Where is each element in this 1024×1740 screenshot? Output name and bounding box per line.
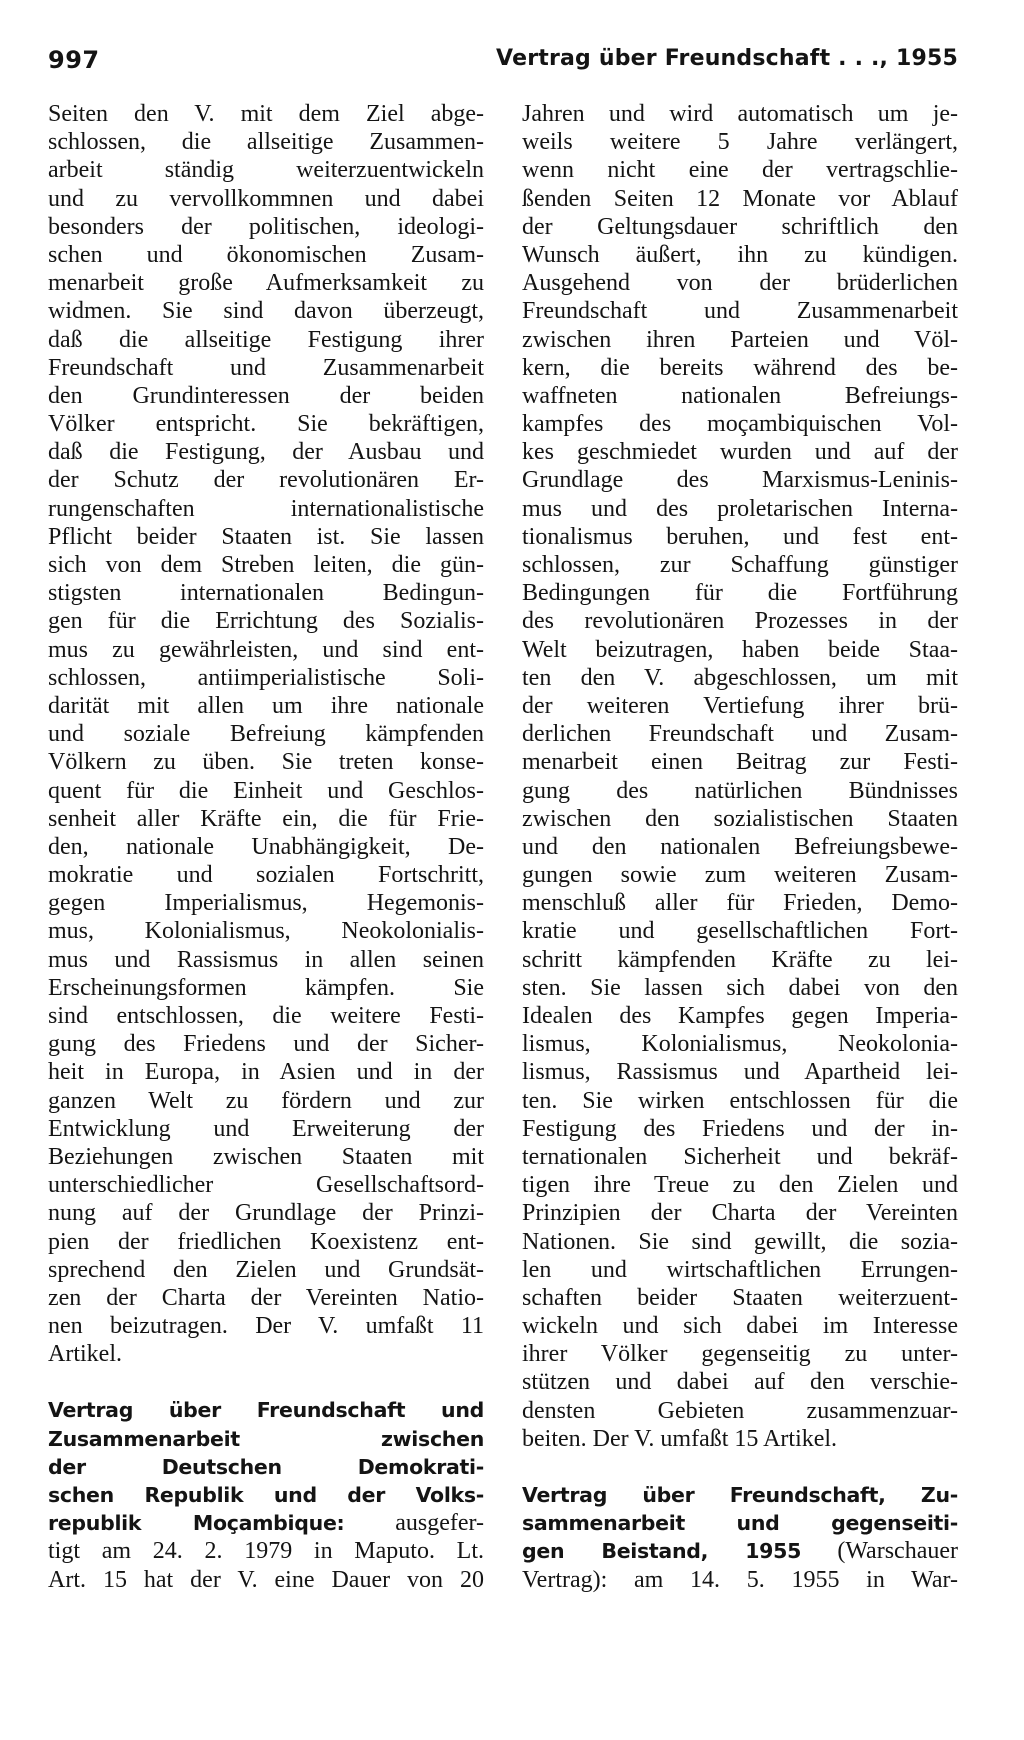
body-text-line: besonders der politischen, ideologi- (48, 213, 484, 240)
body-text-line: des revolutionären Prozesses in der (522, 608, 958, 635)
body-text-line: lismus, Kolonialismus, Neokolonia- (522, 1031, 958, 1058)
body-text-line: den, nationale Unabhängigkeit, De- (48, 833, 484, 860)
body-text-line: und den nationalen Befreiungsbewe- (522, 833, 958, 860)
body-text-line: Welt beizutragen, haben beide Staa- (522, 636, 958, 663)
body-text-line: arbeit ständig weiterzuentwickeln (48, 157, 484, 184)
entry-heading-line (48, 1425, 484, 1453)
body-text-line: Ausgehend von der brüderlichen (522, 270, 958, 297)
body-text-line: rungenschaften internationalistische (48, 495, 484, 522)
body-text-line: Wunsch äußert, ihn zu kündigen. (522, 241, 958, 268)
entry-heading-tail: (Warschauer (801, 1538, 958, 1565)
entry-body-line: Vertrag): am 14. 5. 1955 in War- (522, 1566, 958, 1593)
body-text-line: Völkern zu üben. Sie treten konse- (48, 749, 484, 776)
entry-heading-text: Zusammenarbeit zwischen (48, 1426, 484, 1451)
body-text-line: Idealen des Kampfes gegen Imperia- (522, 1003, 958, 1029)
body-text-line: schaften beider Staaten weiterzuent- (522, 1284, 958, 1311)
body-text-line: pien der friedlichen Koexistenz ent- (48, 1228, 484, 1255)
body-text-line: ternationalen Sicherheit und bekräf- (522, 1143, 958, 1170)
body-text-line: sten. Sie lassen sich dabei von den (522, 974, 958, 1001)
body-text-line: Prinzipien der Charta der Vereinten (522, 1200, 958, 1227)
body-text-line: kampfes des moçambiquischen Vol- (522, 411, 958, 438)
body-text-line: unterschiedlicher Gesellschaftsord- (48, 1172, 484, 1199)
body-text-line: darität mit allen um ihre nationale (48, 692, 484, 719)
body-text-line: mokratie und sozialen Fortschritt, (48, 862, 484, 889)
body-text-line: nen beizutragen. Der V. umfaßt 11 (48, 1313, 484, 1340)
entry-heading-tail: ausgefer- (344, 1510, 485, 1537)
page-header (48, 46, 958, 82)
body-text-line: ganzen Welt zu fördern und zur (48, 1087, 484, 1114)
body-text-line: Pflicht beider Staaten ist. Sie lassen (48, 523, 484, 550)
body-text-line: wenn nicht eine der vertragschlie- (522, 157, 958, 184)
entry-heading-text: Vertrag über Freundschaft und (48, 1398, 484, 1423)
entry-heading-text: schen Republik und der Volks- (48, 1483, 484, 1507)
entry-heading-line (48, 1396, 484, 1424)
right-column (522, 100, 958, 1594)
body-text-line: Festigung des Friedens und der in- (522, 1115, 958, 1142)
entry-heading-line (48, 1481, 484, 1509)
body-text-line: der weiteren Vertiefung ihrer brü- (522, 692, 958, 719)
body-text-line: zen der Charta der Vereinten Natio- (48, 1284, 484, 1311)
entry-heading-text: gen Beistand, 1955 (522, 1539, 802, 1564)
body-text-line: der Schutz der revolutionären Er- (48, 467, 484, 494)
body-text-line: gungen sowie zum weiteren Zusam- (522, 862, 958, 889)
body-text-line: Seiten den V. mit dem Ziel abge- (48, 101, 484, 127)
body-text-line: Beziehungen zwischen Staaten mit (48, 1143, 484, 1170)
body-text-line: schlossen, antiimperialistische Soli- (48, 664, 484, 691)
entry-heading-text: Vertrag über Freundschaft, Zu- (522, 1483, 958, 1507)
body-text-line: stützen und dabei auf den verschie- (522, 1369, 958, 1396)
body-text-line: der Geltungsdauer schriftlich den (522, 213, 958, 240)
body-text-line: gen für die Errichtung des Sozialis- (48, 608, 484, 635)
body-text-line: ten. Sie wirken entschlossen für die (522, 1087, 958, 1114)
body-text-line: Grundlage des Marxismus-Leninis- (522, 467, 958, 494)
body-text-line: tionalismus beruhen, und fest ent- (522, 523, 958, 550)
body-text-line: Artikel. (48, 1341, 122, 1368)
body-text-line: schritt kämpfenden Kräfte zu lei- (522, 946, 958, 973)
entry-heading-text: republik Moçambique: (48, 1511, 345, 1536)
body-text-line: kes geschmiedet wurden und auf der (522, 439, 958, 466)
body-text-line: Nationen. Sie sind gewillt, die sozia- (522, 1228, 958, 1255)
body-text-line: Erscheinungsformen kämpfen. Sie (48, 974, 484, 1001)
body-text-line: wickeln und sich dabei im Interesse (522, 1313, 958, 1340)
body-text-line: derlichen Freundschaft und Zusam- (522, 721, 958, 748)
body-text-line: mus, Kolonialismus, Neokolonialis- (48, 918, 484, 945)
body-text-line: schlossen, die allseitige Zusammen- (48, 129, 484, 156)
body-text-line: sind entschlossen, die weitere Festi- (48, 1003, 484, 1029)
body-text-line: Entwicklung und Erweiterung der (48, 1115, 484, 1142)
entry-heading-text: der Deutschen Demokrati- (48, 1454, 484, 1479)
body-text-line: widmen. Sie sind davon überzeugt, (48, 298, 484, 325)
paragraph-gap (522, 1453, 958, 1481)
entry-heading-line (48, 1509, 484, 1537)
body-text-line: Völker entspricht. Sie bekräftigen, (48, 411, 484, 438)
body-text-line: gung des Friedens und der Sicher- (48, 1031, 484, 1058)
body-text-line: und soziale Befreiung kämpfenden (48, 721, 484, 748)
body-text-line: sprechend den Zielen und Grundsät- (48, 1256, 484, 1283)
body-text-line: ihrer Völker gegenseitig zu unter- (522, 1341, 958, 1368)
entry-heading-text: sammenarbeit und gegenseiti- (522, 1511, 958, 1536)
body-text-line: zwischen ihren Parteien und Völ- (522, 326, 958, 353)
body-text-line: kratie und gesellschaftlichen Fort- (522, 918, 958, 945)
body-text-line: Freundschaft und Zusammenarbeit (522, 298, 958, 325)
body-text-line: Jahren und wird automatisch um je- (522, 101, 958, 127)
body-text-line: schlossen, zur Schaffung günstiger (522, 552, 958, 578)
body-text-line: schen und ökonomischen Zusam- (48, 241, 484, 268)
body-text-line: den Grundinteressen der beiden (48, 382, 484, 409)
body-text-line: menarbeit große Aufmerksamkeit zu (48, 270, 484, 297)
body-text-line: densten Gebieten zusammenzuar- (522, 1397, 958, 1424)
body-text-line: ßenden Seiten 12 Monate vor Ablauf (522, 185, 958, 212)
body-text-line: weils weitere 5 Jahre verlängert, (522, 129, 958, 156)
entry-heading-line (48, 1453, 484, 1481)
body-text-line: lismus, Rassismus und Apartheid lei- (522, 1059, 958, 1086)
body-text-line: senheit aller Kräfte ein, die für Frie- (48, 805, 484, 832)
entry-heading-line (522, 1481, 958, 1509)
body-text-line: menarbeit einen Beitrag zur Festi- (522, 749, 958, 776)
body-text-line: mus und Rassismus in allen seinen (48, 946, 484, 973)
page-number: 997 (48, 46, 100, 74)
body-text-line: kern, die bereits während des be- (522, 354, 958, 381)
body-text-line: gegen Imperialismus, Hegemonis- (48, 890, 484, 917)
entry-body-line: Art. 15 hat der V. eine Dauer von 20 (48, 1566, 484, 1593)
entry-heading-line (522, 1537, 958, 1565)
entry-body-line: tigt am 24. 2. 1979 in Maputo. Lt. (48, 1538, 484, 1565)
body-text-line: nung auf der Grundlage der Prinzi- (48, 1200, 484, 1227)
body-text-line: zwischen den sozialistischen Staaten (522, 805, 958, 832)
body-text-line: sich von dem Streben leiten, die gün- (48, 552, 484, 578)
body-text-line: waffneten nationalen Befreiungs- (522, 382, 958, 409)
body-text-line: heit in Europa, in Asien und in der (48, 1059, 484, 1086)
body-text-line: len und wirtschaftlichen Errungen- (522, 1256, 958, 1283)
body-text-line: menschluß aller für Frieden, Demo- (522, 890, 958, 917)
body-text-line: quent für die Einheit und Geschlos- (48, 777, 484, 804)
body-text-line: Freundschaft und Zusammenarbeit (48, 354, 484, 381)
paragraph-gap (48, 1368, 484, 1396)
entry-heading-line (522, 1509, 958, 1537)
body-text-line: stigsten internationalen Bedingun- (48, 580, 484, 607)
body-text-line: gung des natürlichen Bündnisses (522, 777, 958, 804)
body-text-line: tigen ihre Treue zu den Zielen und (522, 1172, 958, 1199)
body-text-line: daß die allseitige Festigung ihrer (48, 326, 484, 353)
body-text-line: beiten. Der V. umfaßt 15 Artikel. (522, 1425, 838, 1452)
body-text-line: ten den V. abgeschlossen, um mit (522, 664, 958, 691)
body-text-line: Bedingungen für die Fortführung (522, 580, 958, 607)
body-text-line: mus und des proletarischen Interna- (522, 495, 958, 522)
body-text-line: daß die Festigung, der Ausbau und (48, 439, 484, 466)
body-text-line: und zu vervollkommnen und dabei (48, 185, 484, 212)
left-column (48, 100, 484, 1594)
body-text-line: mus zu gewährleisten, und sind ent- (48, 636, 484, 663)
running-head: Vertrag über Freundschaft . . ., 1955 (496, 46, 958, 71)
